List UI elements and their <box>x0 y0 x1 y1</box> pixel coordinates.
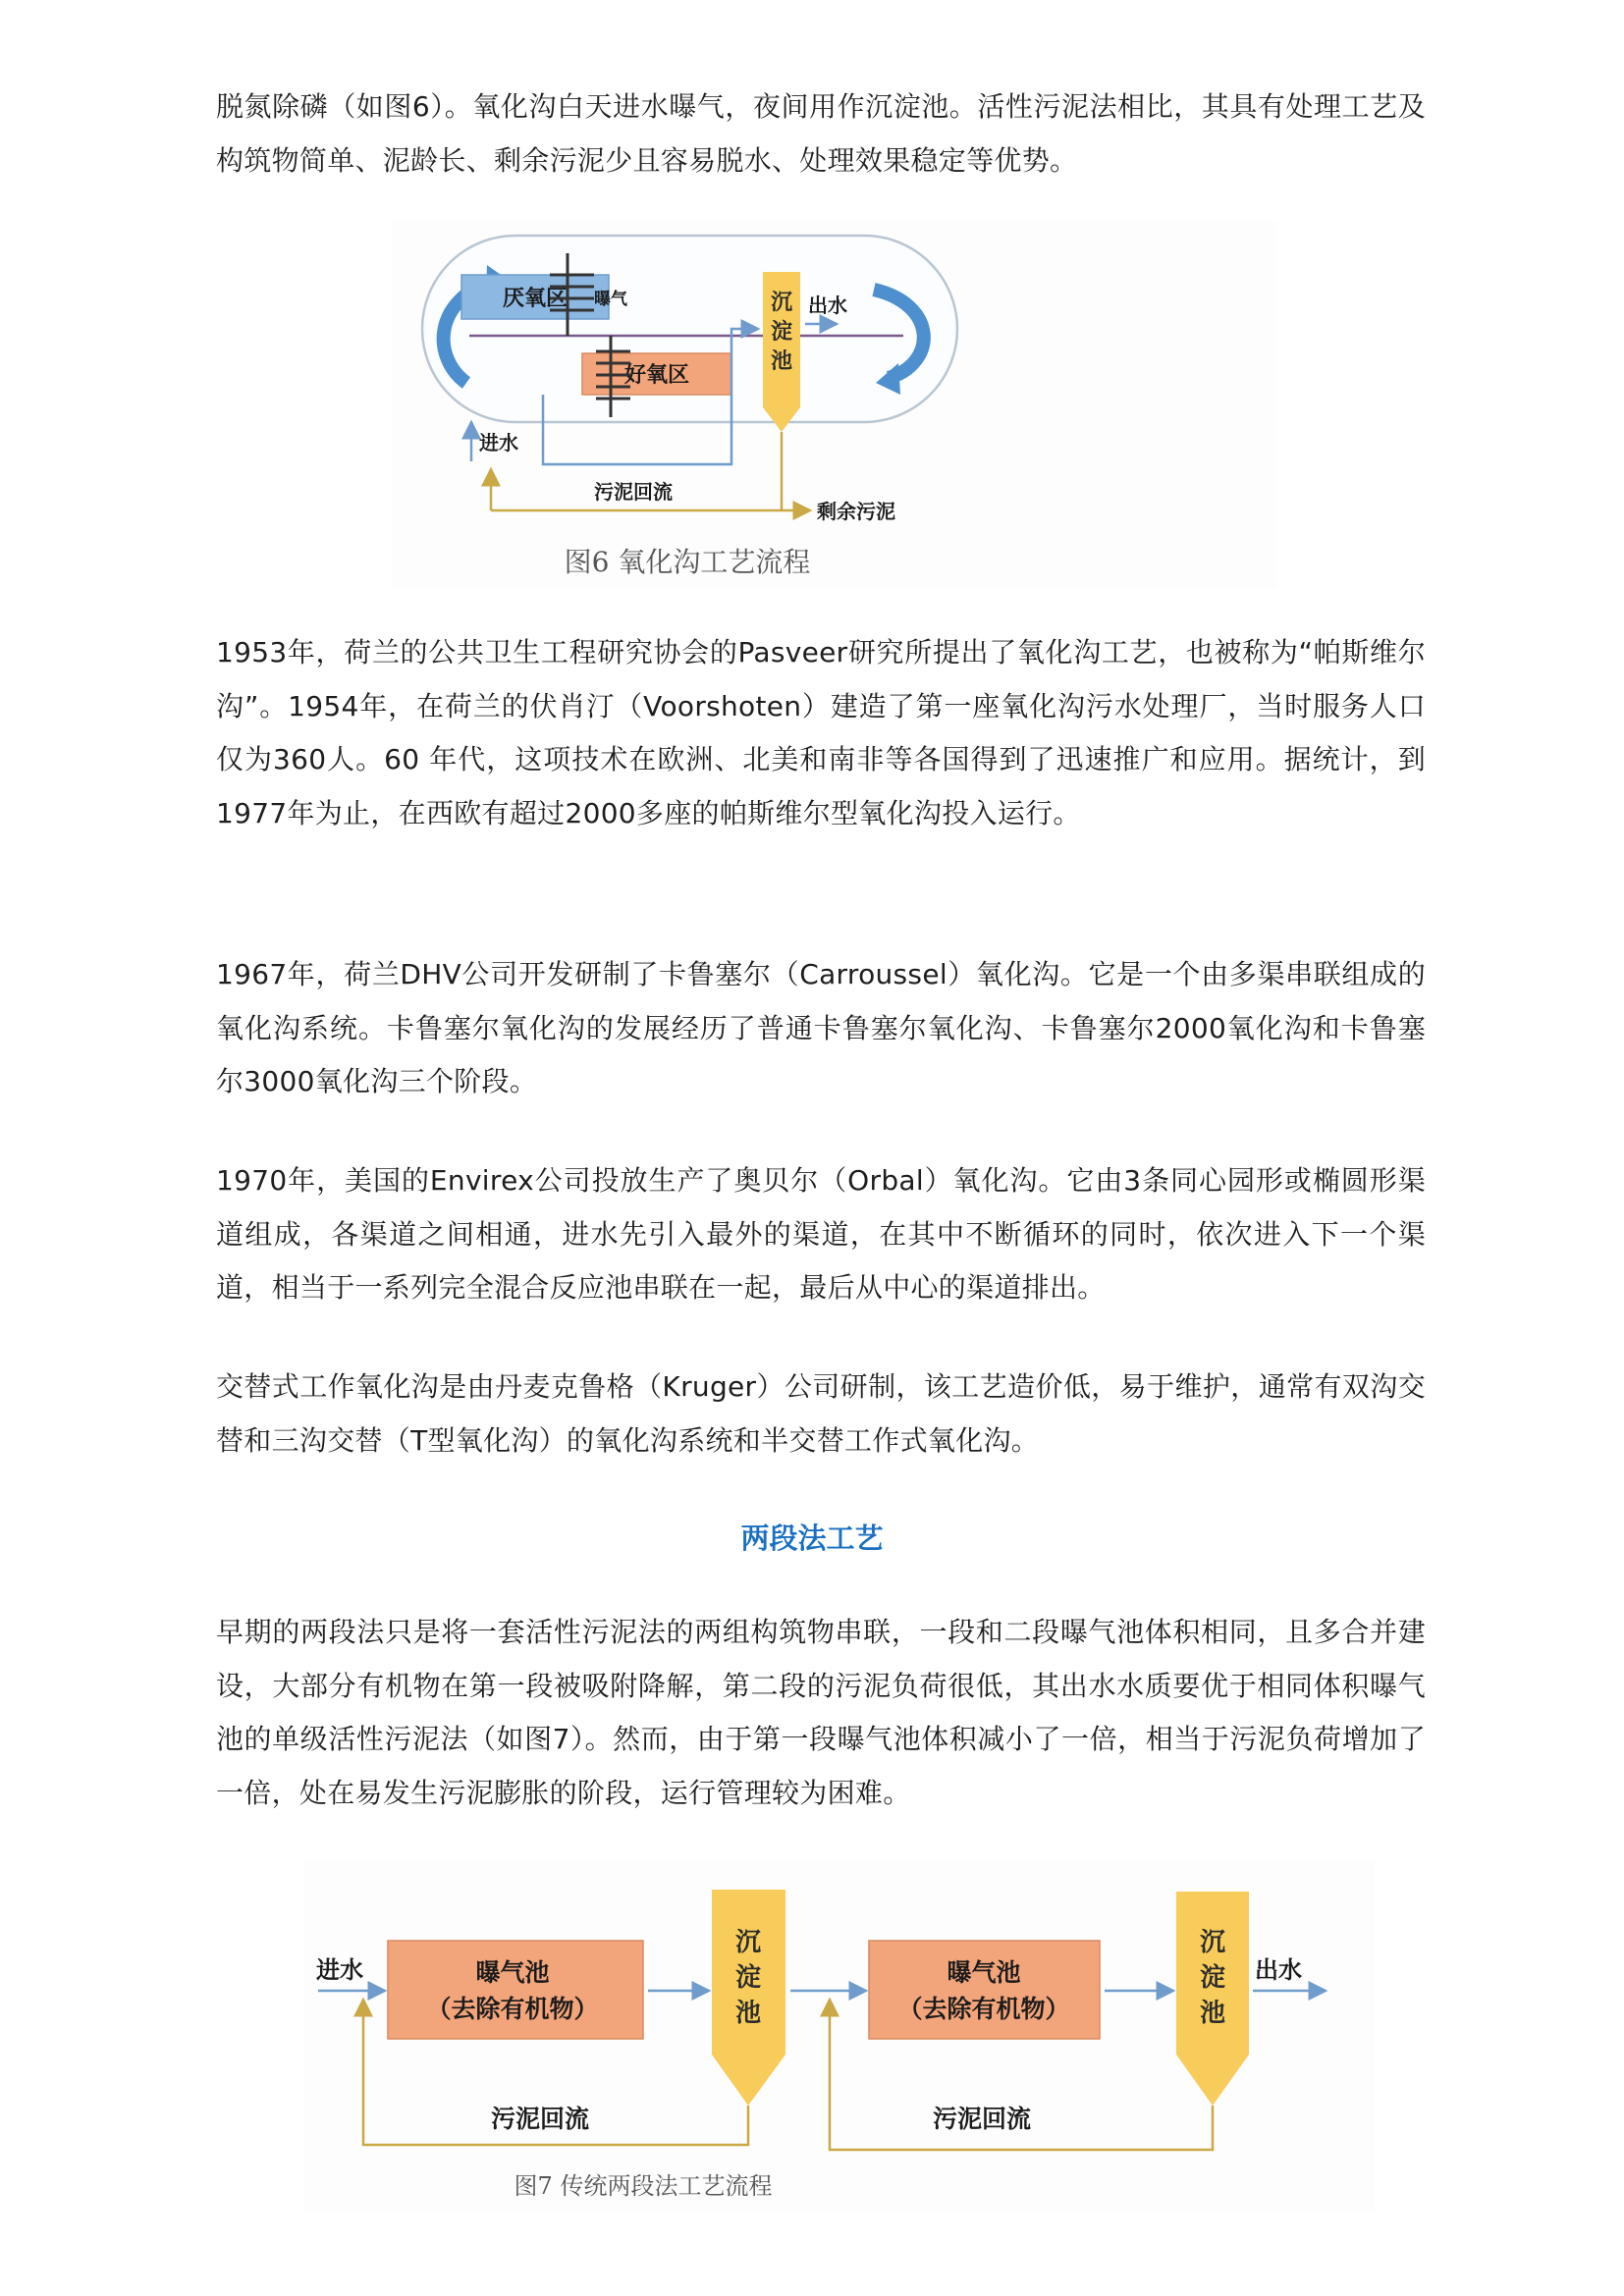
excess-sludge-label: 剩余污泥 <box>817 500 895 523</box>
section-heading-two-stage: 两段法工艺 <box>740 1522 884 1555</box>
stage2-sludge-return-label: 污泥回流 <box>932 2105 1032 2133</box>
sludge-return-label: 污泥回流 <box>594 480 673 504</box>
stage1-aeration-tank <box>388 1941 643 2039</box>
clarifier-char-3: 池 <box>770 349 793 374</box>
stage2-aeration-label: 曝气池 <box>947 1958 1021 1987</box>
clarifier-char-2: 淀 <box>770 320 793 345</box>
stage1-sludge-return-label: 污泥回流 <box>490 2105 590 2133</box>
figure-6-caption: 图6 氧化沟工艺流程 <box>564 546 811 578</box>
paragraph-oxidation-ditch-intro: 脱氮除磷（如图6）。氧化沟白天进水曝气，夜间用作沉淀池。活性污泥法相比，其具有处理工艺及构筑物简单、泥龄长、剩余污泥少且容易脱水、处理效果稳定等优势。 <box>216 90 1426 177</box>
stage2-clarifier-char-1: 沉 <box>1199 1928 1226 1957</box>
clarifier-char-1: 沉 <box>770 291 793 315</box>
paragraph-two-stage-process: 早期的两段法只是将一套活性污泥法的两组构筑物串联，一段和二段曝气池体积相同，且多合并建设，大部分有机物在第一段被吸附降解，第二段的污泥负荷很低，其出水水质要优于相同体积曝气池的单级活性污泥法（如图7）。然而，由于第一段曝气池体积减小了一倍，相当于污泥负荷增加了一倍，处在易发生污泥膨胀的阶段，运行管理较为困难。 <box>216 1616 1426 1809</box>
stage1-clarifier-char-3: 池 <box>734 1999 762 2028</box>
influent-label: 进水 <box>479 431 518 454</box>
figure-7-caption: 图7 传统两段法工艺流程 <box>514 2172 773 2200</box>
effluent-label: 出水 <box>1255 1956 1302 1984</box>
paragraph-kruger-alternating: 交替式工作氧化沟是由丹麦克鲁格（Kruger）公司研制，该工艺造价低，易于维护，通常有双沟交替和三沟交替（T型氧化沟）的氧化沟系统和半交替工作式氧化沟。 <box>216 1370 1426 1457</box>
stage2-clarifier-char-3: 池 <box>1199 1999 1226 2028</box>
paragraph-orbal: 1970年，美国的Envirex公司投放生产了奥贝尔（Orbal）氧化沟。它由3条同心园形或椭圆形渠道组成，各渠道之间相通，进水先引入最外的渠道，在其中不断循环的同时，依次进入下一个渠道，相当于一系列完全混合反应池串联在一起，最后从中心的渠道排出。 <box>216 1164 1426 1304</box>
stage2-aeration-note: （去除有机物） <box>897 1995 1070 2023</box>
effluent-label: 出水 <box>808 294 847 317</box>
paragraph-carroussel: 1967年，荷兰DHV公司开发研制了卡鲁塞尔（Carroussel）氧化沟。它是一个由多渠串联组成的氧化沟系统。卡鲁塞尔氧化沟的发展经历了普通卡鲁塞尔氧化沟、卡鲁塞尔2000氧化沟和卡鲁塞尔3000氧化沟三个阶段。 <box>216 958 1426 1097</box>
stage2-aeration-tank <box>869 1941 1100 2039</box>
stage1-aeration-note: （去除有机物） <box>426 1995 599 2023</box>
stage2-clarifier-char-2: 淀 <box>1199 1963 1226 1993</box>
figure-6-oxidation-ditch-diagram <box>393 221 1276 589</box>
aerobic-zone-label: 好氧区 <box>623 363 690 388</box>
influent-label: 进水 <box>316 1956 363 1984</box>
stage1-clarifier-char-2: 淀 <box>734 1963 762 1993</box>
stage1-clarifier-char-1: 沉 <box>734 1928 762 1957</box>
aeration-label: 曝气 <box>594 290 627 309</box>
anoxic-zone-label: 厌氧区 <box>502 287 568 311</box>
stage1-aeration-label: 曝气池 <box>475 1958 550 1987</box>
figure-7-two-stage-diagram <box>304 1860 1375 2214</box>
paragraph-pasveer-history: 1953年，荷兰的公共卫生工程研究协会的Pasveer研究所提出了氧化沟工艺，也被称为“帕斯维尔沟”。1954年，在荷兰的伏肖汀（Voorshoten）建造了第一座氧化沟污水处理厂，当时服务人口仅为360人。60 年代，这项技术在欧洲、北美和南非等各国得到了迅速推广和应用。据统计，到1977年为止，在西欧有超过2000多座的帕斯维尔型氧化沟投入运行。 <box>216 636 1426 829</box>
